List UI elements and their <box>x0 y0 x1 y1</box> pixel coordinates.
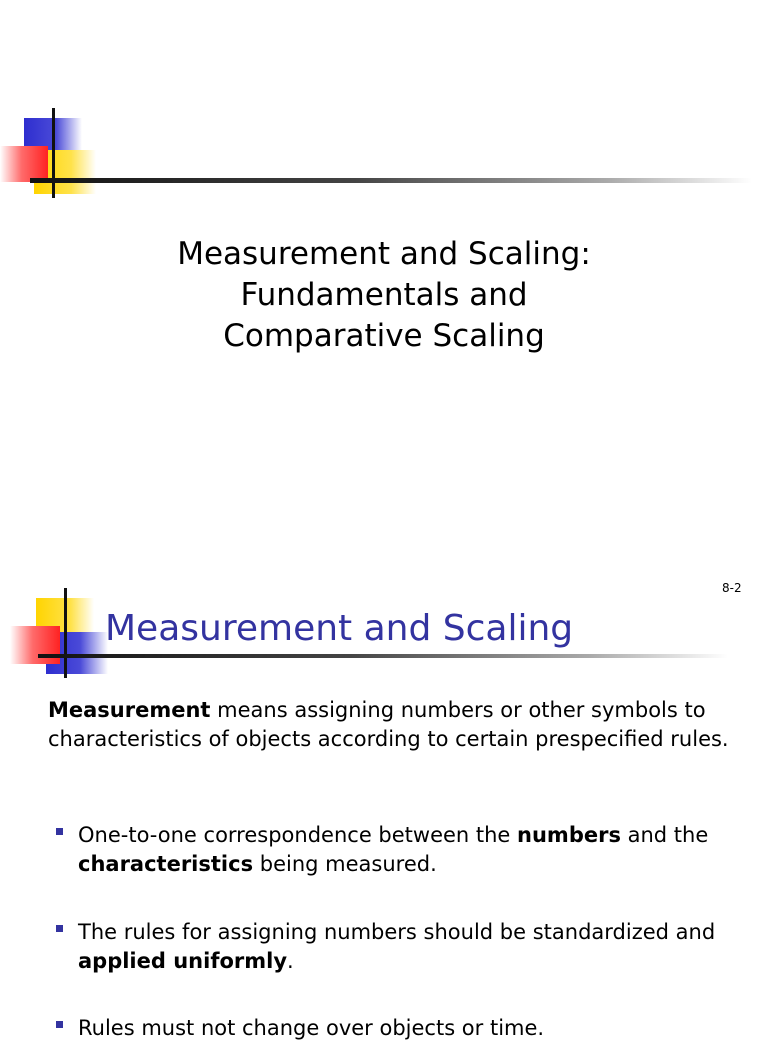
vertical-line-decoration <box>52 108 55 198</box>
bullet-item <box>78 821 738 879</box>
bullet-item <box>78 918 738 976</box>
bullet-marker <box>56 828 63 835</box>
bullet-text: being measured. <box>253 852 437 876</box>
bullet-marker <box>56 925 63 932</box>
content-slide <box>0 576 768 1040</box>
bold-term: Measurement <box>48 698 211 722</box>
title-line: Measurement and Scaling: <box>177 236 591 272</box>
bullet-text: and the <box>620 823 709 847</box>
page-number: 8-2 <box>722 581 742 595</box>
title-line: Comparative Scaling <box>223 318 545 354</box>
title-line: Fundamentals and <box>240 277 528 313</box>
slide-heading: Measurement and Scaling <box>105 608 574 649</box>
bullet-bold-text: applied uniformly <box>78 949 288 973</box>
bullet-marker <box>56 1021 63 1028</box>
bullet-text: . <box>287 949 294 973</box>
bullet-item <box>78 1014 738 1043</box>
bullet-bold-text: numbers <box>517 823 621 847</box>
bullet-text: One-to-one correspondence between the <box>78 823 518 847</box>
red-square-decoration <box>10 626 60 664</box>
horizontal-rule-decoration <box>30 178 752 183</box>
bullet-text: The rules for assigning numbers should be standardized and <box>78 920 716 944</box>
definition-paragraph <box>48 696 738 754</box>
bullet-bold-text: characteristics <box>78 852 254 876</box>
bullet-text: Rules must not change over objects or time. <box>78 1016 545 1040</box>
horizontal-rule-decoration <box>38 654 728 658</box>
slide-title <box>84 234 684 357</box>
red-square-decoration <box>0 146 48 182</box>
definition-text: means assigning numbers or other symbols to characteristics of objects according to certain prespecified rules. <box>48 698 729 751</box>
vertical-line-decoration <box>64 588 67 678</box>
